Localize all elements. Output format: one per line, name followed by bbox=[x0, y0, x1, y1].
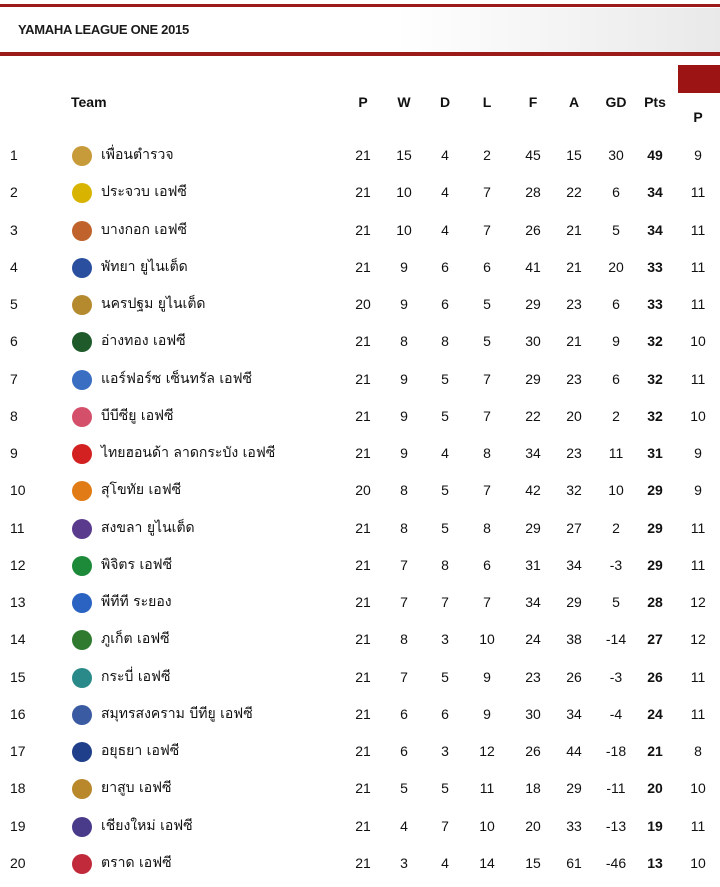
team-name-cell: อยุธยา เอฟซี bbox=[101, 743, 180, 759]
table-row bbox=[0, 510, 720, 547]
goals-against-cell: 23 bbox=[566, 370, 582, 387]
header-won: W bbox=[397, 94, 411, 110]
drawn-cell: 5 bbox=[441, 370, 449, 387]
p-extra-cell: 11 bbox=[690, 705, 706, 722]
goals-against-cell: 29 bbox=[566, 780, 582, 797]
table-row bbox=[0, 323, 720, 360]
goal-difference-cell: -18 bbox=[605, 743, 627, 759]
lost-cell: 6 bbox=[483, 556, 491, 573]
won-cell: 7 bbox=[400, 668, 408, 685]
goal-difference-cell: -3 bbox=[609, 668, 623, 685]
team-name-cell: พีทีที ระยอง bbox=[101, 594, 172, 610]
p-extra-cell: 10 bbox=[690, 407, 706, 424]
played-cell: 21 bbox=[355, 333, 371, 350]
won-cell: 8 bbox=[400, 333, 408, 350]
team-crest-icon bbox=[72, 854, 92, 874]
goals-for-cell: 23 bbox=[525, 668, 541, 685]
goals-for-cell: 26 bbox=[525, 743, 541, 759]
team-crest-icon bbox=[72, 332, 92, 352]
drawn-cell: 4 bbox=[441, 445, 449, 461]
position-cell: 20 bbox=[10, 854, 26, 871]
played-cell: 21 bbox=[355, 370, 371, 387]
lost-cell: 7 bbox=[483, 184, 491, 201]
table-row bbox=[0, 621, 720, 658]
won-cell: 9 bbox=[400, 370, 408, 387]
team-crest-icon bbox=[72, 556, 92, 576]
lost-cell: 11 bbox=[479, 780, 495, 797]
goals-against-cell: 22 bbox=[566, 184, 582, 201]
points-cell: 19 bbox=[647, 817, 663, 834]
table-row bbox=[0, 845, 720, 882]
table-row bbox=[0, 659, 720, 696]
team-crest-icon bbox=[72, 258, 92, 278]
team-name-cell: ภูเก็ต เอฟซี bbox=[101, 631, 170, 648]
position-cell: 3 bbox=[10, 221, 18, 238]
goals-against-cell: 27 bbox=[566, 519, 582, 536]
lost-cell: 7 bbox=[483, 482, 491, 499]
points-cell: 34 bbox=[647, 184, 663, 201]
p-extra-cell: 10 bbox=[690, 854, 706, 871]
won-cell: 3 bbox=[400, 854, 408, 871]
team-crest-icon bbox=[72, 444, 92, 464]
team-crest-icon bbox=[72, 295, 92, 315]
drawn-cell: 8 bbox=[441, 333, 449, 350]
won-cell: 9 bbox=[400, 445, 408, 461]
p-extra-cell: 11 bbox=[690, 221, 706, 238]
position-cell: 9 bbox=[10, 445, 18, 461]
team-crest-icon bbox=[72, 146, 92, 166]
points-cell: 29 bbox=[647, 519, 663, 536]
drawn-cell: 5 bbox=[441, 519, 449, 536]
table-row bbox=[0, 435, 720, 472]
goal-difference-cell: 6 bbox=[612, 370, 620, 387]
drawn-cell: 3 bbox=[441, 743, 449, 759]
goals-for-cell: 34 bbox=[525, 445, 541, 461]
lost-cell: 8 bbox=[483, 445, 491, 461]
goal-difference-cell: 30 bbox=[608, 147, 624, 163]
table-row bbox=[0, 472, 720, 509]
lost-cell: 8 bbox=[483, 519, 491, 536]
position-cell: 2 bbox=[10, 184, 18, 201]
page-title: YAMAHA LEAGUE ONE 2015 bbox=[18, 22, 189, 37]
goals-against-cell: 29 bbox=[566, 594, 582, 610]
header-team: Team bbox=[71, 94, 107, 110]
goal-difference-cell: -4 bbox=[609, 705, 623, 722]
goal-difference-cell: -14 bbox=[605, 631, 627, 648]
p-extra-cell: 11 bbox=[690, 668, 706, 685]
lost-cell: 9 bbox=[483, 668, 491, 685]
drawn-cell: 4 bbox=[441, 147, 449, 163]
points-cell: 34 bbox=[647, 221, 663, 238]
table-row bbox=[0, 212, 720, 249]
table-row bbox=[0, 696, 720, 733]
goals-for-cell: 26 bbox=[525, 221, 541, 238]
won-cell: 8 bbox=[400, 482, 408, 499]
won-cell: 7 bbox=[400, 594, 408, 610]
goal-difference-cell: 5 bbox=[612, 594, 620, 610]
title-bar bbox=[0, 8, 720, 52]
goals-against-cell: 34 bbox=[566, 556, 582, 573]
header-played: P bbox=[358, 94, 368, 110]
p-extra-cell: 11 bbox=[690, 258, 706, 275]
goal-difference-cell: 9 bbox=[612, 333, 620, 350]
goal-difference-cell: 5 bbox=[612, 221, 620, 238]
won-cell: 10 bbox=[396, 221, 412, 238]
position-cell: 18 bbox=[10, 780, 26, 797]
goals-for-cell: 18 bbox=[525, 780, 541, 797]
drawn-cell: 6 bbox=[441, 258, 449, 275]
won-cell: 4 bbox=[400, 817, 408, 834]
p-extra-cell: 12 bbox=[690, 631, 706, 648]
team-name-cell: เชียงใหม่ เอฟซี bbox=[101, 817, 193, 834]
drawn-cell: 4 bbox=[441, 854, 449, 871]
goals-against-cell: 34 bbox=[566, 705, 582, 722]
team-crest-icon bbox=[72, 481, 92, 501]
header-goal-difference: GD bbox=[605, 94, 627, 110]
table-row bbox=[0, 286, 720, 323]
won-cell: 8 bbox=[400, 631, 408, 648]
position-cell: 14 bbox=[10, 631, 26, 648]
goals-against-cell: 32 bbox=[566, 482, 582, 499]
team-name-cell: สงขลา ยูไนเต็ด bbox=[101, 519, 195, 536]
position-cell: 15 bbox=[10, 668, 26, 685]
points-cell: 29 bbox=[647, 556, 663, 573]
team-name-cell: อ่างทอง เอฟซี bbox=[101, 333, 186, 350]
points-cell: 26 bbox=[647, 668, 663, 685]
goals-for-cell: 30 bbox=[525, 333, 541, 350]
points-cell: 32 bbox=[647, 370, 663, 387]
points-cell: 33 bbox=[647, 296, 663, 312]
p-extra-cell: 9 bbox=[694, 482, 702, 499]
won-cell: 15 bbox=[396, 147, 412, 163]
goals-for-cell: 28 bbox=[525, 184, 541, 201]
goals-against-cell: 21 bbox=[566, 333, 582, 350]
team-crest-icon bbox=[72, 779, 92, 799]
drawn-cell: 7 bbox=[441, 594, 449, 610]
goals-for-cell: 15 bbox=[525, 854, 541, 871]
team-name-cell: พัทยา ยูไนเต็ด bbox=[101, 258, 188, 275]
goals-for-cell: 45 bbox=[525, 147, 541, 163]
p-extra-cell: 9 bbox=[694, 147, 702, 163]
team-crest-icon bbox=[72, 183, 92, 203]
team-name-cell: บางกอก เอฟซี bbox=[101, 221, 188, 238]
table-row bbox=[0, 808, 720, 845]
position-cell: 7 bbox=[10, 370, 18, 387]
won-cell: 5 bbox=[400, 780, 408, 797]
goals-against-cell: 44 bbox=[566, 743, 582, 759]
table-row bbox=[0, 398, 720, 435]
team-name-cell: สุโขทัย เอฟซี bbox=[101, 482, 182, 499]
goals-for-cell: 31 bbox=[525, 556, 541, 573]
won-cell: 8 bbox=[400, 519, 408, 536]
team-name-cell: ประจวบ เอฟซี bbox=[101, 184, 187, 201]
drawn-cell: 8 bbox=[441, 556, 449, 573]
played-cell: 21 bbox=[355, 854, 371, 871]
played-cell: 21 bbox=[355, 556, 371, 573]
lost-cell: 7 bbox=[483, 407, 491, 424]
goals-against-cell: 26 bbox=[566, 668, 582, 685]
team-crest-icon bbox=[72, 519, 92, 539]
points-cell: 32 bbox=[647, 333, 663, 350]
played-cell: 21 bbox=[355, 407, 371, 424]
goals-for-cell: 24 bbox=[525, 631, 541, 648]
played-cell: 21 bbox=[355, 817, 371, 834]
lost-cell: 5 bbox=[483, 333, 491, 350]
goal-difference-cell: 6 bbox=[612, 184, 620, 201]
position-cell: 16 bbox=[10, 705, 26, 722]
points-cell: 13 bbox=[647, 854, 663, 871]
points-cell: 29 bbox=[647, 482, 663, 499]
lost-cell: 12 bbox=[479, 743, 495, 759]
points-cell: 21 bbox=[647, 743, 663, 759]
team-crest-icon bbox=[72, 407, 92, 427]
points-cell: 24 bbox=[647, 705, 663, 722]
drawn-cell: 5 bbox=[441, 407, 449, 424]
played-cell: 21 bbox=[355, 594, 371, 610]
points-cell: 32 bbox=[647, 407, 663, 424]
goal-difference-cell: 2 bbox=[612, 519, 620, 536]
won-cell: 10 bbox=[396, 184, 412, 201]
position-cell: 4 bbox=[10, 258, 18, 275]
goals-against-cell: 23 bbox=[566, 445, 582, 461]
position-cell: 11 bbox=[10, 519, 25, 536]
position-cell: 8 bbox=[10, 407, 18, 424]
header-points: Pts bbox=[644, 94, 666, 110]
drawn-cell: 4 bbox=[441, 184, 449, 201]
lost-cell: 9 bbox=[483, 705, 491, 722]
goal-difference-cell: 6 bbox=[612, 296, 620, 312]
points-cell: 49 bbox=[647, 147, 663, 163]
played-cell: 20 bbox=[355, 296, 371, 312]
p-extra-cell: 10 bbox=[690, 780, 706, 797]
played-cell: 21 bbox=[355, 445, 371, 461]
table-row bbox=[0, 249, 720, 286]
goals-for-cell: 42 bbox=[525, 482, 541, 499]
goal-difference-cell: 2 bbox=[612, 407, 620, 424]
team-crest-icon bbox=[72, 705, 92, 725]
drawn-cell: 6 bbox=[441, 296, 449, 312]
drawn-cell: 3 bbox=[441, 631, 449, 648]
played-cell: 21 bbox=[355, 780, 371, 797]
team-crest-icon bbox=[72, 742, 92, 762]
goal-difference-cell: -3 bbox=[609, 556, 623, 573]
p-extra-cell: 11 bbox=[690, 519, 706, 536]
table-row bbox=[0, 137, 720, 174]
goals-against-cell: 15 bbox=[566, 147, 582, 163]
goal-difference-cell: 20 bbox=[608, 258, 624, 275]
header-p-extra: P bbox=[693, 109, 703, 125]
team-name-cell: เพื่อนตำรวจ bbox=[101, 147, 174, 163]
position-cell: 5 bbox=[10, 296, 18, 312]
drawn-cell: 5 bbox=[441, 482, 449, 499]
team-crest-icon bbox=[72, 370, 92, 390]
goals-against-cell: 21 bbox=[566, 221, 582, 238]
team-name-cell: นครปฐม ยูไนเต็ด bbox=[101, 296, 206, 312]
position-cell: 19 bbox=[10, 817, 26, 834]
table-row bbox=[0, 547, 720, 584]
title-top-rule bbox=[0, 4, 720, 7]
p-extra-cell: 11 bbox=[690, 296, 706, 312]
p-extra-cell: 11 bbox=[690, 184, 706, 201]
goal-difference-cell: -46 bbox=[605, 854, 627, 871]
played-cell: 20 bbox=[355, 482, 371, 499]
p-extra-cell: 12 bbox=[690, 594, 706, 610]
drawn-cell: 6 bbox=[441, 705, 449, 722]
drawn-cell: 5 bbox=[441, 668, 449, 685]
lost-cell: 7 bbox=[483, 221, 491, 238]
position-cell: 17 bbox=[10, 743, 26, 759]
lost-cell: 14 bbox=[479, 854, 495, 871]
table-row bbox=[0, 361, 720, 398]
won-cell: 6 bbox=[400, 705, 408, 722]
table-row bbox=[0, 174, 720, 211]
goals-for-cell: 29 bbox=[525, 296, 541, 312]
team-name-cell: ตราด เอฟซี bbox=[101, 854, 172, 871]
played-cell: 21 bbox=[355, 184, 371, 201]
goals-for-cell: 29 bbox=[525, 370, 541, 387]
goals-against-cell: 20 bbox=[566, 407, 582, 424]
goals-for-cell: 20 bbox=[525, 817, 541, 834]
p-extra-cell: 11 bbox=[690, 556, 706, 573]
won-cell: 9 bbox=[400, 258, 408, 275]
standings-table bbox=[0, 137, 720, 882]
played-cell: 21 bbox=[355, 519, 371, 536]
lost-cell: 7 bbox=[483, 594, 491, 610]
team-name-cell: ไทยฮอนด้า ลาดกระบัง เอฟซี bbox=[101, 445, 276, 461]
goals-for-cell: 30 bbox=[525, 705, 541, 722]
goal-difference-cell: -11 bbox=[606, 780, 626, 797]
drawn-cell: 4 bbox=[441, 221, 449, 238]
goals-against-cell: 38 bbox=[566, 631, 582, 648]
position-cell: 1 bbox=[10, 147, 18, 163]
table-row bbox=[0, 770, 720, 807]
played-cell: 21 bbox=[355, 147, 371, 163]
header-for: F bbox=[528, 94, 538, 110]
points-cell: 27 bbox=[647, 631, 663, 648]
goal-difference-cell: 10 bbox=[608, 482, 624, 499]
team-name-cell: สมุทรสงคราม บีทียู เอฟซี bbox=[101, 705, 253, 722]
won-cell: 9 bbox=[400, 407, 408, 424]
lost-cell: 2 bbox=[483, 147, 491, 163]
table-row bbox=[0, 584, 720, 621]
goals-for-cell: 29 bbox=[525, 519, 541, 536]
won-cell: 7 bbox=[400, 556, 408, 573]
p-extra-cell: 10 bbox=[690, 333, 706, 350]
header-against: A bbox=[568, 94, 580, 110]
goals-against-cell: 23 bbox=[566, 296, 582, 312]
team-name-cell: แอร์ฟอร์ซ เซ็นทรัล เอฟซี bbox=[101, 370, 252, 387]
played-cell: 21 bbox=[355, 668, 371, 685]
header-drawn: D bbox=[439, 94, 451, 110]
team-name-cell: บีบีซียู เอฟซี bbox=[101, 407, 174, 424]
won-cell: 6 bbox=[400, 743, 408, 759]
played-cell: 21 bbox=[355, 743, 371, 759]
goals-against-cell: 21 bbox=[566, 258, 582, 275]
lost-cell: 7 bbox=[483, 370, 491, 387]
played-cell: 21 bbox=[355, 221, 371, 238]
points-cell: 20 bbox=[647, 780, 663, 797]
goals-against-cell: 33 bbox=[566, 817, 582, 834]
team-name-cell: ยาสูบ เอฟซี bbox=[101, 780, 172, 797]
goals-against-cell: 61 bbox=[566, 854, 582, 871]
red-header-tab bbox=[678, 65, 720, 93]
played-cell: 21 bbox=[355, 705, 371, 722]
team-crest-icon bbox=[72, 221, 92, 241]
lost-cell: 10 bbox=[479, 631, 495, 648]
team-crest-icon bbox=[72, 593, 92, 613]
header-lost: L bbox=[482, 94, 492, 110]
team-name-cell: กระบี่ เอฟซี bbox=[101, 668, 171, 685]
table-row bbox=[0, 733, 720, 770]
team-crest-icon bbox=[72, 817, 92, 837]
p-extra-cell: 9 bbox=[694, 445, 702, 461]
points-cell: 31 bbox=[647, 445, 663, 461]
played-cell: 21 bbox=[355, 258, 371, 275]
team-crest-icon bbox=[72, 630, 92, 650]
team-name-cell: พิจิตร เอฟซี bbox=[101, 556, 173, 573]
position-cell: 13 bbox=[10, 594, 26, 610]
lost-cell: 6 bbox=[483, 258, 491, 275]
p-extra-cell: 11 bbox=[690, 817, 706, 834]
goal-difference-cell: 11 bbox=[608, 445, 624, 461]
points-cell: 28 bbox=[647, 594, 663, 610]
goals-for-cell: 34 bbox=[525, 594, 541, 610]
drawn-cell: 7 bbox=[441, 817, 449, 834]
team-crest-icon bbox=[72, 668, 92, 688]
title-bottom-rule bbox=[0, 52, 720, 56]
lost-cell: 5 bbox=[483, 296, 491, 312]
goal-difference-cell: -13 bbox=[605, 817, 627, 834]
lost-cell: 10 bbox=[479, 817, 495, 834]
goals-for-cell: 41 bbox=[525, 258, 541, 275]
played-cell: 21 bbox=[355, 631, 371, 648]
position-cell: 6 bbox=[10, 333, 18, 350]
won-cell: 9 bbox=[400, 296, 408, 312]
points-cell: 33 bbox=[647, 258, 663, 275]
p-extra-cell: 8 bbox=[694, 743, 702, 759]
p-extra-cell: 11 bbox=[690, 370, 706, 387]
position-cell: 12 bbox=[10, 556, 26, 573]
goals-for-cell: 22 bbox=[525, 407, 541, 424]
drawn-cell: 5 bbox=[441, 780, 449, 797]
position-cell: 10 bbox=[10, 482, 26, 499]
